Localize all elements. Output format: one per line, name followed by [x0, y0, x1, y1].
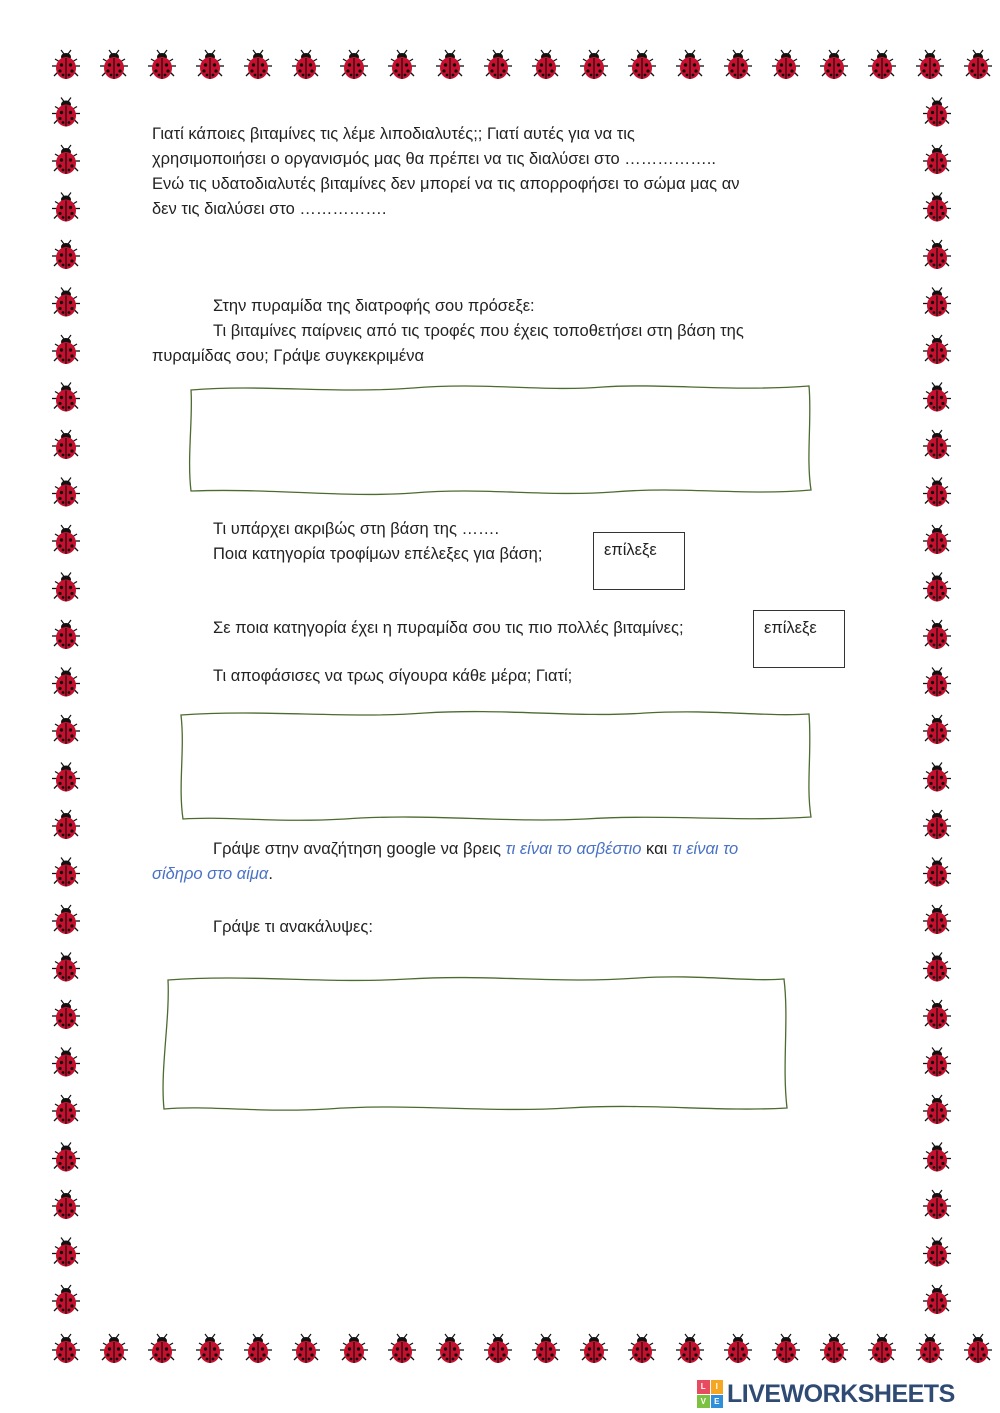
ladybug-icon: [52, 668, 80, 697]
ladybug-icon: [340, 50, 368, 79]
ladybug-icon: [52, 525, 80, 554]
ladybug-icon: [484, 50, 512, 79]
category-select[interactable]: επίλεξε: [593, 532, 685, 590]
ladybug-icon: [100, 1334, 128, 1363]
ladybug-icon: [923, 1190, 951, 1219]
ladybug-icon: [292, 50, 320, 79]
ladybug-icon: [923, 1048, 951, 1077]
ladybug-icon: [532, 50, 560, 79]
ladybug-icon: [52, 1190, 80, 1219]
ladybug-icon: [923, 383, 951, 412]
ladybug-icon: [196, 1334, 224, 1363]
ladybug-icon: [628, 50, 656, 79]
ladybug-icon: [923, 1143, 951, 1172]
answer-box-daily[interactable]: [175, 705, 815, 825]
ladybug-icon: [772, 1334, 800, 1363]
question-google-line-2: [152, 862, 273, 887]
link-iron-part-2[interactable]: σίδηρο στο αίμα: [152, 865, 269, 883]
ladybug-icon: [820, 50, 848, 79]
ladybug-icon: [52, 478, 80, 507]
ladybug-icon: [923, 478, 951, 507]
ladybug-icon: [52, 763, 80, 792]
logo-mark-icon: [697, 1380, 723, 1408]
ladybug-icon: [676, 1334, 704, 1363]
ladybug-icon: [52, 335, 80, 364]
answer-box-vitamins[interactable]: [183, 378, 815, 498]
ladybug-icon: [923, 1095, 951, 1124]
ladybug-icon: [52, 1000, 80, 1029]
ladybug-icon: [244, 50, 272, 79]
ladybug-icon: [52, 573, 80, 602]
ladybug-icon: [52, 858, 80, 887]
ladybug-icon: [923, 573, 951, 602]
ladybug-icon: [964, 1334, 992, 1363]
ladybug-icon: [923, 810, 951, 839]
ladybug-icon: [388, 1334, 416, 1363]
ladybug-icon: [923, 288, 951, 317]
ladybug-icon: [923, 525, 951, 554]
ladybug-icon: [772, 50, 800, 79]
ladybug-icon: [923, 858, 951, 887]
question-google-end: .: [268, 865, 273, 883]
ladybug-icon: [923, 193, 951, 222]
ladybug-icon: [52, 1143, 80, 1172]
ladybug-icon: [100, 50, 128, 79]
paragraph-1-line-2: χρησιμοποιήσει ο οργανισμός μας θα πρέπει να τις διαλύσει στο ……………..: [152, 150, 716, 168]
question-most-vitamins: Σε ποια κατηγορία έχει η πυραμίδα σου τις πιο πολλές βιταμίνες;: [213, 619, 684, 637]
ladybug-icon: [52, 1285, 80, 1314]
logo-text: LIVEWORKSHEETS: [727, 1379, 955, 1408]
ladybug-icon: [484, 1334, 512, 1363]
ladybug-icon: [923, 335, 951, 364]
question-google-text: Γράψε στην αναζήτηση google να βρεις: [213, 840, 506, 858]
ladybug-icon: [923, 905, 951, 934]
ladybug-icon: [916, 1334, 944, 1363]
logo-mark-letter-i: I: [711, 1380, 724, 1394]
ladybug-icon: [628, 1334, 656, 1363]
question-base: Τι υπάρχει ακριβώς στη βάση της …….: [213, 520, 500, 538]
ladybug-icon: [340, 1334, 368, 1363]
ladybug-icon: [148, 50, 176, 79]
logo-mark-letter-l: L: [697, 1380, 710, 1394]
ladybug-icon: [923, 953, 951, 982]
answer-box-discovered[interactable]: [158, 970, 792, 1115]
ladybug-icon: [923, 1285, 951, 1314]
ladybug-icon: [52, 50, 80, 79]
ladybug-icon: [532, 1334, 560, 1363]
logo-mark-letter-e: E: [711, 1395, 724, 1409]
ladybug-icon: [868, 50, 896, 79]
ladybug-icon: [52, 288, 80, 317]
ladybug-icon: [52, 810, 80, 839]
ladybug-icon: [52, 145, 80, 174]
ladybug-icon: [923, 1238, 951, 1267]
ladybug-icon: [292, 1334, 320, 1363]
question-daily: Τι αποφάσισες να τρως σίγουρα κάθε μέρα; Γιατί;: [213, 667, 573, 685]
ladybug-icon: [923, 763, 951, 792]
logo-mark-letter-v: V: [697, 1395, 710, 1409]
paragraph-1-line-1: Γιατί κάποιες βιταμίνες τις λέμε λιποδιαλυτές;; Γιατί αυτές για να τις: [152, 125, 635, 143]
ladybug-icon: [52, 1095, 80, 1124]
ladybug-icon: [52, 1334, 80, 1363]
ladybug-icon: [52, 953, 80, 982]
ladybug-icon: [923, 145, 951, 174]
question-category: Ποια κατηγορία τροφίμων επέλεξες για βάση;: [213, 545, 543, 563]
ladybug-icon: [580, 1334, 608, 1363]
ladybug-icon: [196, 50, 224, 79]
ladybug-icon: [52, 193, 80, 222]
ladybug-icon: [148, 1334, 176, 1363]
ladybug-icon: [724, 1334, 752, 1363]
most-vitamins-select[interactable]: επίλεξε: [753, 610, 845, 668]
liveworksheets-logo: [697, 1378, 955, 1410]
link-calcium[interactable]: τι είναι το ασβέστιο: [505, 840, 642, 858]
ladybug-icon: [52, 383, 80, 412]
ladybug-icon: [244, 1334, 272, 1363]
ladybug-icon: [52, 620, 80, 649]
ladybug-icon: [52, 430, 80, 459]
ladybug-icon: [52, 98, 80, 127]
ladybug-icon: [52, 1238, 80, 1267]
question-discovered: Γράψε τι ανακάλυψες:: [213, 918, 373, 936]
ladybug-icon: [923, 668, 951, 697]
ladybug-icon: [820, 1334, 848, 1363]
ladybug-icon: [388, 50, 416, 79]
ladybug-icon: [52, 1048, 80, 1077]
question-google-line-1: [213, 837, 738, 862]
ladybug-icon: [923, 715, 951, 744]
ladybug-icon: [923, 240, 951, 269]
ladybug-icon: [923, 620, 951, 649]
ladybug-icon: [52, 240, 80, 269]
ladybug-icon: [436, 50, 464, 79]
link-iron-part-1[interactable]: τι είναι το: [671, 840, 739, 858]
ladybug-icon: [52, 715, 80, 744]
ladybug-icon: [676, 50, 704, 79]
question-google-and: και: [641, 840, 672, 858]
ladybug-icon: [923, 1000, 951, 1029]
ladybug-icon: [868, 1334, 896, 1363]
ladybug-icon: [916, 50, 944, 79]
paragraph-1-line-3: Ενώ τις υδατοδιαλυτές βιταμίνες δεν μπορεί να τις απορροφήσει το σώμα μας αν: [152, 175, 740, 193]
paragraph-1-line-4: δεν τις διαλύσει στο …………….: [152, 200, 387, 218]
ladybug-icon: [923, 98, 951, 127]
paragraph-2-line-2: Τι βιταμίνες παίρνεις από τις τροφές που έχεις τοποθετήσει στη βάση της: [213, 322, 744, 340]
paragraph-2-line-3: πυραμίδας σου; Γράψε συγκεκριμένα: [152, 347, 425, 365]
ladybug-icon: [923, 430, 951, 459]
ladybug-icon: [52, 905, 80, 934]
ladybug-icon: [580, 50, 608, 79]
ladybug-icon: [724, 50, 752, 79]
paragraph-2-line-1: Στην πυραμίδα της διατροφής σου πρόσεξε:: [213, 297, 535, 315]
ladybug-icon: [436, 1334, 464, 1363]
ladybug-icon: [964, 50, 992, 79]
